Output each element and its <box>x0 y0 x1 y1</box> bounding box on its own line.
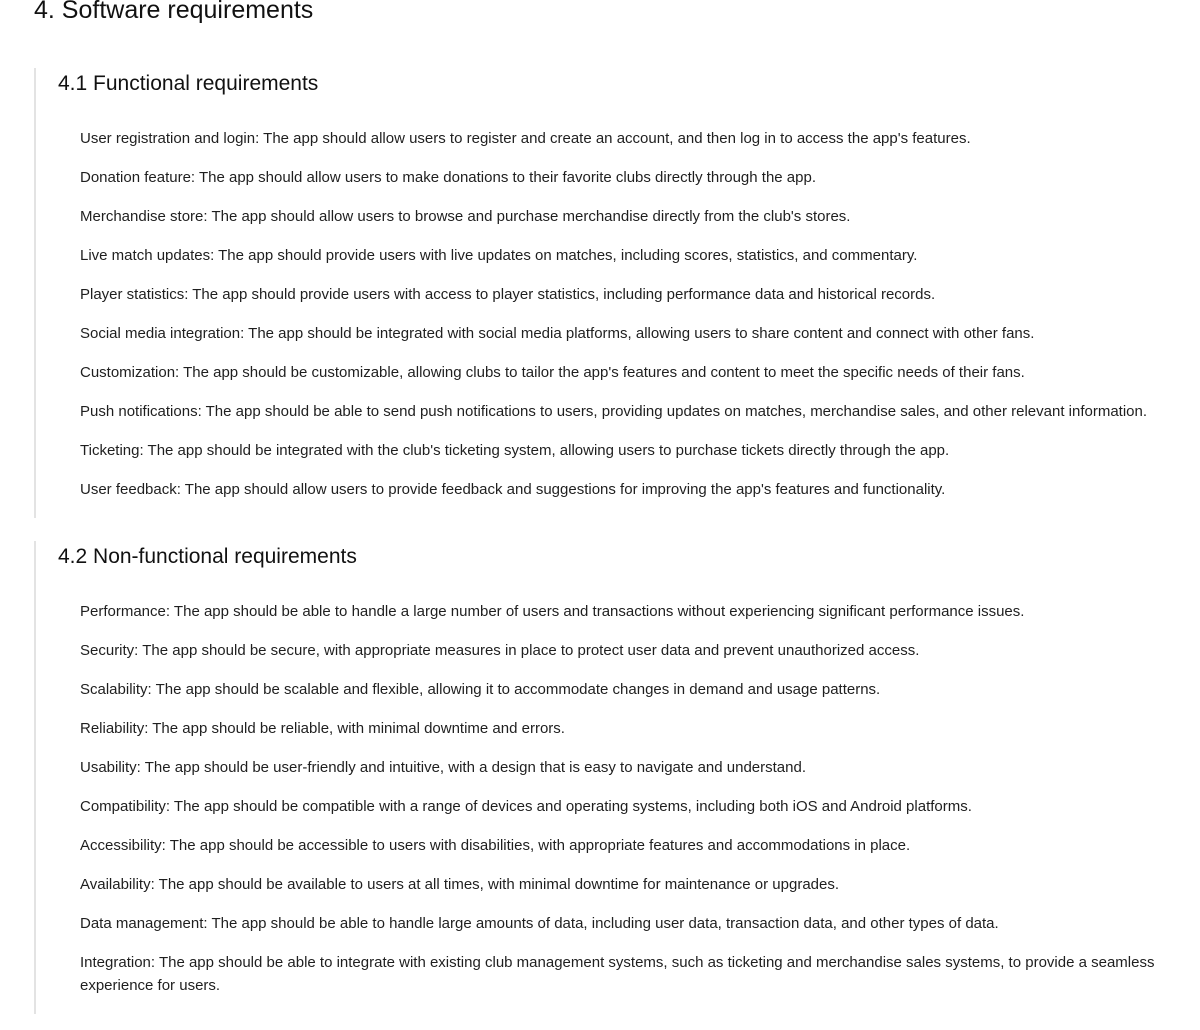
requirement-item: Ticketing: The app should be integrated with the club's ticketing system, allowing users to purchase tickets directly through the app. <box>80 442 950 459</box>
page-title: 4. Software requirements <box>34 0 314 24</box>
requirement-item: Social media integration: The app should be integrated with social media platforms, allowing users to share content and connect with other fans. <box>80 325 1035 342</box>
non-functional-requirements-heading: 4.2 Non-functional requirements <box>58 545 357 568</box>
requirement-item: Accessibility: The app should be accessible to users with disabilities, with appropriate features and accommodations in place. <box>80 837 911 854</box>
requirement-item: Scalability: The app should be scalable and flexible, allowing it to accommodate changes in demand and usage patterns. <box>80 681 881 698</box>
requirement-item: User registration and login: The app should allow users to register and create an account, and then log in to access the app's features. <box>80 130 971 147</box>
non-functional-requirements-section <box>34 541 1186 1014</box>
requirement-item: Usability: The app should be user-friendly and intuitive, with a design that is easy to navigate and understand. <box>80 759 806 776</box>
requirement-item: User feedback: The app should allow users to provide feedback and suggestions for improving the app's features and functionality. <box>80 481 946 498</box>
requirement-item: Customization: The app should be customizable, allowing clubs to tailor the app's features and content to meet the specific needs of their fans. <box>80 364 1025 381</box>
requirement-item: Reliability: The app should be reliable, with minimal downtime and errors. <box>80 720 565 737</box>
functional-requirements-section <box>34 68 1186 518</box>
functional-requirements-heading: 4.1 Functional requirements <box>58 72 319 95</box>
requirement-item: Merchandise store: The app should allow users to browse and purchase merchandise directly from the club's stores. <box>80 208 851 225</box>
requirement-item: Performance: The app should be able to handle a large number of users and transactions without experiencing significant performance issues. <box>80 603 1025 620</box>
requirement-item: Integration: The app should be able to integrate with existing club management systems, such as ticketing and merchandise sales systems, to provide a seamless experience for users. <box>80 954 1155 994</box>
requirement-item: Live match updates: The app should provide users with live updates on matches, including scores, statistics, and commentary. <box>80 247 918 264</box>
requirement-item: Availability: The app should be available to users at all times, with minimal downtime for maintenance or upgrades. <box>80 876 840 893</box>
functional-requirements-list <box>80 128 1180 518</box>
requirement-item: Data management: The app should be able to handle large amounts of data, including user data, transaction data, and other types of data. <box>80 915 999 932</box>
requirement-item: Player statistics: The app should provide users with access to player statistics, including performance data and historical records. <box>80 286 936 303</box>
requirement-item: Push notifications: The app should be able to send push notifications to users, providing updates on matches, merchandise sales, and other relevant information. <box>80 403 1148 420</box>
non-functional-requirements-list <box>80 601 1180 1014</box>
requirement-item: Donation feature: The app should allow users to make donations to their favorite clubs directly through the app. <box>80 169 816 186</box>
requirement-item: Security: The app should be secure, with appropriate measures in place to protect user data and prevent unauthorized access. <box>80 642 920 659</box>
requirement-item: Compatibility: The app should be compatible with a range of devices and operating systems, including both iOS and Android platforms. <box>80 798 972 815</box>
